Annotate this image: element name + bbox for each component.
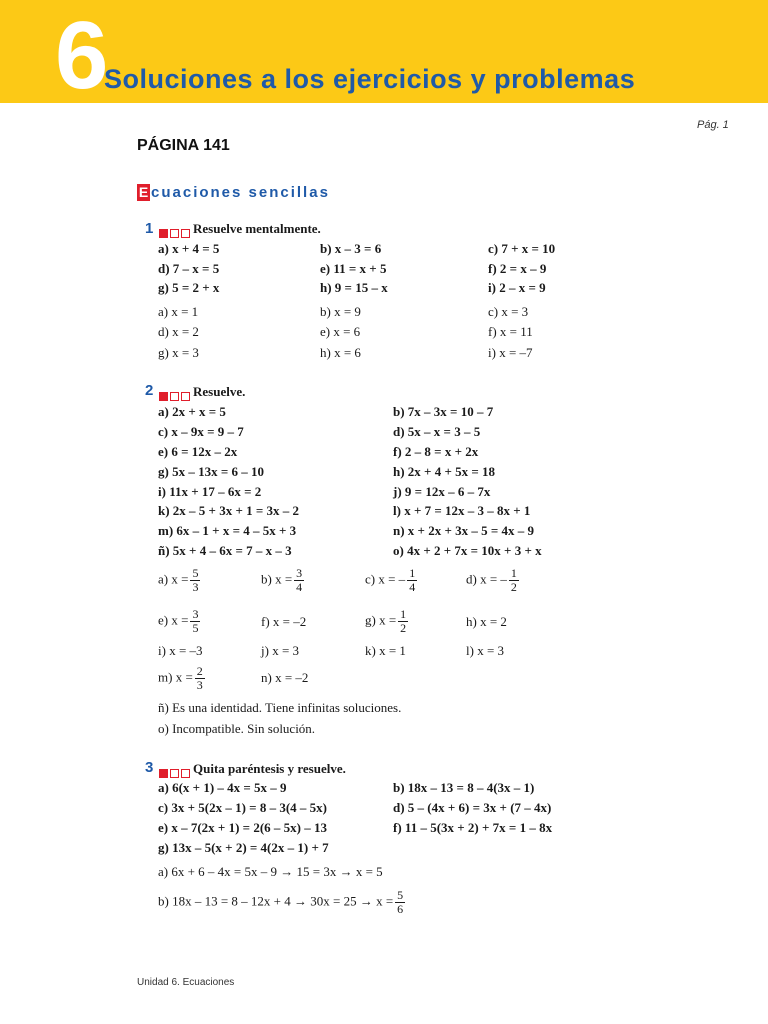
fraction: $\frac{3}{4}$ — [296, 566, 303, 594]
q2-problem: j) 9 = 12x – 6 – 7x — [393, 484, 491, 499]
q2-problem: d) 5x – x = 3 – 5 — [393, 424, 481, 439]
q1-answer: h) x = 6 — [320, 345, 361, 360]
page-reference: Pág. 1 — [697, 119, 729, 131]
q3-answer-b: b) 18x – 13 = 8 – 12x + 4 → 30x = 25 → x = $\frac{5}{6}$ — [158, 888, 404, 916]
q3-problem: g) 13x – 5(x + 2) = 4(2x – 1) + 7 — [158, 840, 329, 855]
q1-problem: c) 7 + x = 10 — [488, 241, 556, 256]
q1-problem: f) 2 = x – 9 — [488, 261, 547, 276]
q1-answer: e) x = 6 — [320, 324, 361, 339]
fraction: $\frac{1}{2}$ — [510, 566, 517, 594]
section-letter-badge: E — [138, 184, 149, 200]
q3-problem: b) 18x – 13 = 8 – 4(3x – 1) — [393, 780, 535, 795]
question-2-title: Resuelve. — [193, 384, 246, 399]
q3-problem: f) 11 – 5(3x + 2) + 7x = 1 – 8x — [393, 820, 553, 835]
q2-answer-f: f) x = –2 — [261, 614, 307, 629]
fraction: $\frac{2}{3}$ — [196, 664, 203, 692]
page-title: PÁGINA 141 — [137, 137, 230, 154]
q2-answer-g: g) x = $\frac{1}{2}$ — [365, 607, 407, 635]
page-header-title: Soluciones a los ejercicios y problemas — [104, 64, 636, 94]
q2-problem: ñ) 5x + 4 – 6x = 7 – x – 3 — [158, 543, 292, 558]
q1-answer: d) x = 2 — [158, 324, 199, 339]
question-3-title: Quita paréntesis y resuelve. — [193, 761, 346, 776]
question-1-title: Resuelve mentalmente. — [193, 221, 321, 236]
q3-problem: e) x – 7(2x + 1) = 2(6 – 5x) – 13 — [158, 820, 327, 835]
q2-answer-m: m) x = $\frac{2}{3}$ — [158, 664, 203, 692]
q2-answer-k: k) x = 1 — [365, 643, 406, 658]
q1-answer: f) x = 11 — [488, 324, 533, 339]
q2-answer-e: e) x = $\frac{3}{5}$ — [158, 607, 199, 635]
q3-problem: a) 6(x + 1) – 4x = 5x – 9 — [158, 780, 287, 795]
section-title: cuaciones sencillas — [151, 184, 330, 201]
question-2-number: 2 — [145, 382, 154, 399]
q2-answer-n: n) x = –2 — [261, 670, 309, 685]
q2-problem: o) 4x + 2 + 7x = 10x + 3 + x — [393, 543, 542, 558]
q2-problem: f) 2 – 8 = x + 2x — [393, 444, 479, 459]
q2-answer-h: h) x = 2 — [466, 614, 507, 629]
q1-problem: b) x – 3 = 6 — [320, 241, 382, 256]
q2-answer-i: i) x = –3 — [158, 643, 203, 658]
fraction: $\frac{5}{3}$ — [192, 566, 199, 594]
section-heading — [137, 184, 330, 204]
fraction: $\frac{1}{2}$ — [400, 607, 407, 635]
fraction: $\frac{1}{4}$ — [409, 566, 416, 594]
q2-answer-b: b) x = $\frac{3}{4}$ — [261, 566, 303, 594]
q2-problem: h) 2x + 4 + 5x = 18 — [393, 464, 496, 479]
q3-problem: d) 5 – (4x + 6) = 3x + (7 – 4x) — [393, 800, 552, 815]
q2-problem: m) 6x – 1 + x = 4 – 5x + 3 — [158, 523, 297, 538]
q3-problem: c) 3x + 5(2x – 1) = 8 – 3(4 – 5x) — [158, 800, 327, 815]
fraction: $\frac{3}{5}$ — [192, 607, 199, 635]
q2-answer-d: d) x = – $\frac{1}{2}$ — [466, 566, 517, 594]
q2-problem: n) x + 2x + 3x – 5 = 4x – 9 — [393, 523, 535, 538]
q2-answer-l: l) x = 3 — [466, 643, 505, 658]
q2-problem: i) 11x + 17 – 6x = 2 — [158, 484, 262, 499]
question-1-number: 1 — [145, 220, 154, 237]
q1-answer: c) x = 3 — [488, 304, 529, 319]
q1-answer: a) x = 1 — [158, 304, 199, 319]
q1-problem: e) 11 = x + 5 — [320, 261, 387, 276]
q1-problem: a) x + 4 = 5 — [158, 241, 220, 256]
page-footer: Unidad 6. Ecuaciones — [137, 977, 235, 988]
q2-problem: e) 6 = 12x – 2x — [158, 444, 238, 459]
q2-problem: g) 5x – 13x = 6 – 10 — [158, 464, 264, 479]
q1-problem: h) 9 = 15 – x — [320, 280, 388, 295]
fraction: $\frac{5}{6}$ — [397, 888, 404, 916]
q2-problem: k) 2x – 5 + 3x + 1 = 3x – 2 — [158, 503, 300, 518]
q1-problem: d) 7 – x = 5 — [158, 261, 220, 276]
q1-problem: g) 5 = 2 + x — [158, 280, 220, 295]
q3-answer-a: a) 6x + 6 – 4x = 5x – 9 → 15 = 3x → x = 5 — [158, 864, 383, 879]
q2-problem: c) x – 9x = 9 – 7 — [158, 424, 244, 439]
q2-answer-ene: ñ) Es una identidad. Tiene infinitas soluciones. — [158, 700, 402, 715]
q2-answer-a: a) x = $\frac{5}{3}$ — [158, 566, 199, 594]
q1-problem: i) 2 – x = 9 — [488, 280, 546, 295]
q2-problem: b) 7x – 3x = 10 – 7 — [393, 404, 494, 419]
unit-number: 6 — [55, 2, 107, 109]
q2-problem: l) x + 7 = 12x – 3 – 8x + 1 — [393, 503, 531, 518]
q1-answer: b) x = 9 — [320, 304, 361, 319]
q2-answer-o: o) Incompatible. Sin solución. — [158, 721, 316, 736]
q2-answer-j: j) x = 3 — [261, 643, 300, 658]
q2-problem: a) 2x + x = 5 — [158, 404, 226, 419]
q2-answer-c: c) x = – $\frac{1}{4}$ — [365, 566, 416, 594]
q1-answer: g) x = 3 — [158, 345, 199, 360]
q1-answer: i) x = –7 — [488, 345, 533, 360]
question-3-number: 3 — [145, 759, 154, 776]
